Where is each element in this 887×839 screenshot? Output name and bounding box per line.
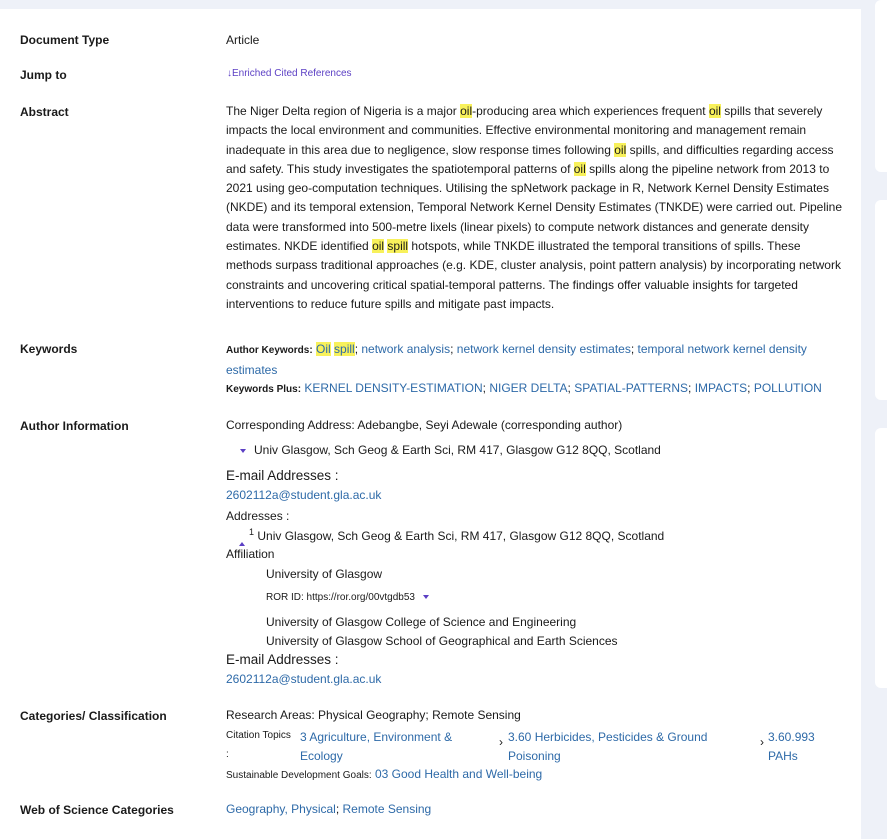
- affiliation-school: University of Glasgow School of Geographical and Earth Sciences: [266, 634, 618, 648]
- chevron-right-icon: ›: [499, 735, 503, 749]
- citation-topic-meso[interactable]: 3.60 Herbicides, Pesticides & Ground Poisoning: [508, 730, 708, 763]
- arrow-down-icon: ↓: [227, 68, 232, 79]
- wos-category-link[interactable]: Geography, Physical: [226, 802, 336, 816]
- ror-id[interactable]: ROR ID: https://ror.org/00vtgdb53: [266, 592, 429, 603]
- email-link[interactable]: 2602112a@student.gla.ac.uk: [226, 488, 382, 502]
- keyword-plus-item[interactable]: KERNEL DENSITY-ESTIMATION: [304, 381, 483, 395]
- keyword-spill[interactable]: spill: [334, 342, 355, 356]
- keyword-plus-item[interactable]: POLLUTION: [753, 381, 822, 395]
- caret-down-icon: [240, 449, 246, 453]
- keyword-plus-item[interactable]: NIGER DELTA: [489, 381, 568, 395]
- research-areas: Research Areas: Physical Geography; Remote Sensing: [226, 708, 521, 722]
- wos-categories-label: Web of Science Categories: [20, 803, 174, 817]
- email-link-2[interactable]: 2602112a@student.gla.ac.uk: [226, 672, 382, 686]
- keyword-network-analysis[interactable]: network analysis: [361, 342, 451, 356]
- citation-topic-macro[interactable]: 3 Agriculture, Environment & Ecology: [300, 730, 453, 763]
- author-information-label: Author Information: [20, 419, 129, 433]
- abstract-label: Abstract: [20, 105, 69, 119]
- citation-topic-micro[interactable]: 3.60.993 PAHs: [768, 730, 815, 763]
- address-item[interactable]: $^1$ Univ Glasgow, Sch Geog & Earth Sci, RM 417, Glasgow G12 8QQ, Scotland: [239, 527, 664, 546]
- document-type-label: Document Type: [20, 33, 110, 47]
- keyword-plus-item[interactable]: IMPACTS: [694, 381, 748, 395]
- keywords-label: Keywords: [20, 342, 78, 356]
- corresponding-address-toggle[interactable]: Univ Glasgow, Sch Geog & Earth Sci, RM 417, Glasgow G12 8QQ, Scotland: [240, 443, 661, 457]
- sdg-link[interactable]: 03 Good Health and Well-being: [374, 767, 543, 781]
- sustainable-development-goals: Sustainable Development Goals: 03 Good Health and Well-being: [226, 767, 543, 781]
- citation-topics-colon: :: [226, 749, 229, 760]
- wos-categories: Geography, Physical; Remote Sensing: [226, 802, 432, 816]
- affiliation-heading: Affiliation: [226, 547, 275, 561]
- citation-topics-label: Citation Topics: [226, 730, 291, 741]
- keywords-plus: Keywords Plus: KERNEL DENSITY-ESTIMATION; NIGER DELTA; SPATIAL-PATTERNS; IMPACTS; POLLUTION: [226, 381, 822, 395]
- document-type-value: Article: [226, 33, 260, 47]
- affiliation-university-of-glasgow: University of Glasgow: [266, 567, 383, 581]
- categories-label: Categories/ Classification: [20, 709, 167, 723]
- author-keywords: Author Keywords: Oil spill; network analysis; network kernel density estimates; temporal network kernel density estimates: [226, 342, 807, 377]
- keyword-network-kernel-density[interactable]: network kernel density estimates: [456, 342, 631, 356]
- keyword-plus-item[interactable]: SPATIAL-PATTERNS: [574, 381, 689, 395]
- email-heading-2: E-mail Addresses :: [226, 652, 339, 667]
- addresses-heading: Addresses :: [226, 509, 290, 523]
- chevron-right-icon: ›: [760, 735, 764, 749]
- affiliation-college: University of Glasgow College of Science and Engineering: [266, 615, 577, 629]
- corresponding-address: Corresponding Address: Adebangbe, Seyi Adewale (corresponding author): [226, 418, 623, 432]
- side-panel-card-2: [875, 200, 887, 400]
- abstract-text: The Niger Delta region of Nigeria is a major oil-producing area which experiences frequent oil spills that severely impacts the local environment and communities. Effective environmental monitoring and management remain inadequate in this area due to negligence, slow response times following oil spills, and difficulties regarding access and safety. This study investigates the spatiotemporal patterns of oil spills along the pipeline network from 2013 to 2021 using geo-computation techniques. Utilising the spNetwork package in R, Network Kernel Density Estimates (NKDE) and its temporal extension, Temporal Network Kernel Density Estimates (TNKDE) were carried out. Pipeline data were transformed into 500-metre lixels (linear pixels) to compute network distances and generate density estimates. NKDE identified oil spill hotspots, while TNKDE illustrated the temporal transitions of spills. These methods surpass traditional approaches (e.g. KDE, cluster analysis, point pattern analysis) by incorporating network constraints and uncovering critical spatial-temporal patterns. The findings offer valuable insights for targeted interventions to reduce future spills and mitigate past impacts.: [226, 104, 843, 311]
- enriched-cited-references-link[interactable]: ↓Enriched Cited References: [227, 68, 352, 79]
- wos-category-link[interactable]: Remote Sensing: [342, 802, 432, 816]
- caret-down-icon: [423, 595, 429, 599]
- keyword-temporal-network-kernel-density[interactable]: temporal network kernel density estimates: [226, 342, 807, 377]
- caret-up-icon: [239, 542, 245, 546]
- side-panel-card-3: [875, 428, 887, 688]
- side-panel-card-1: [875, 0, 887, 172]
- jump-to-label: Jump to: [20, 68, 67, 82]
- keyword-oil[interactable]: Oil: [316, 342, 331, 356]
- email-heading: E-mail Addresses :: [226, 468, 339, 483]
